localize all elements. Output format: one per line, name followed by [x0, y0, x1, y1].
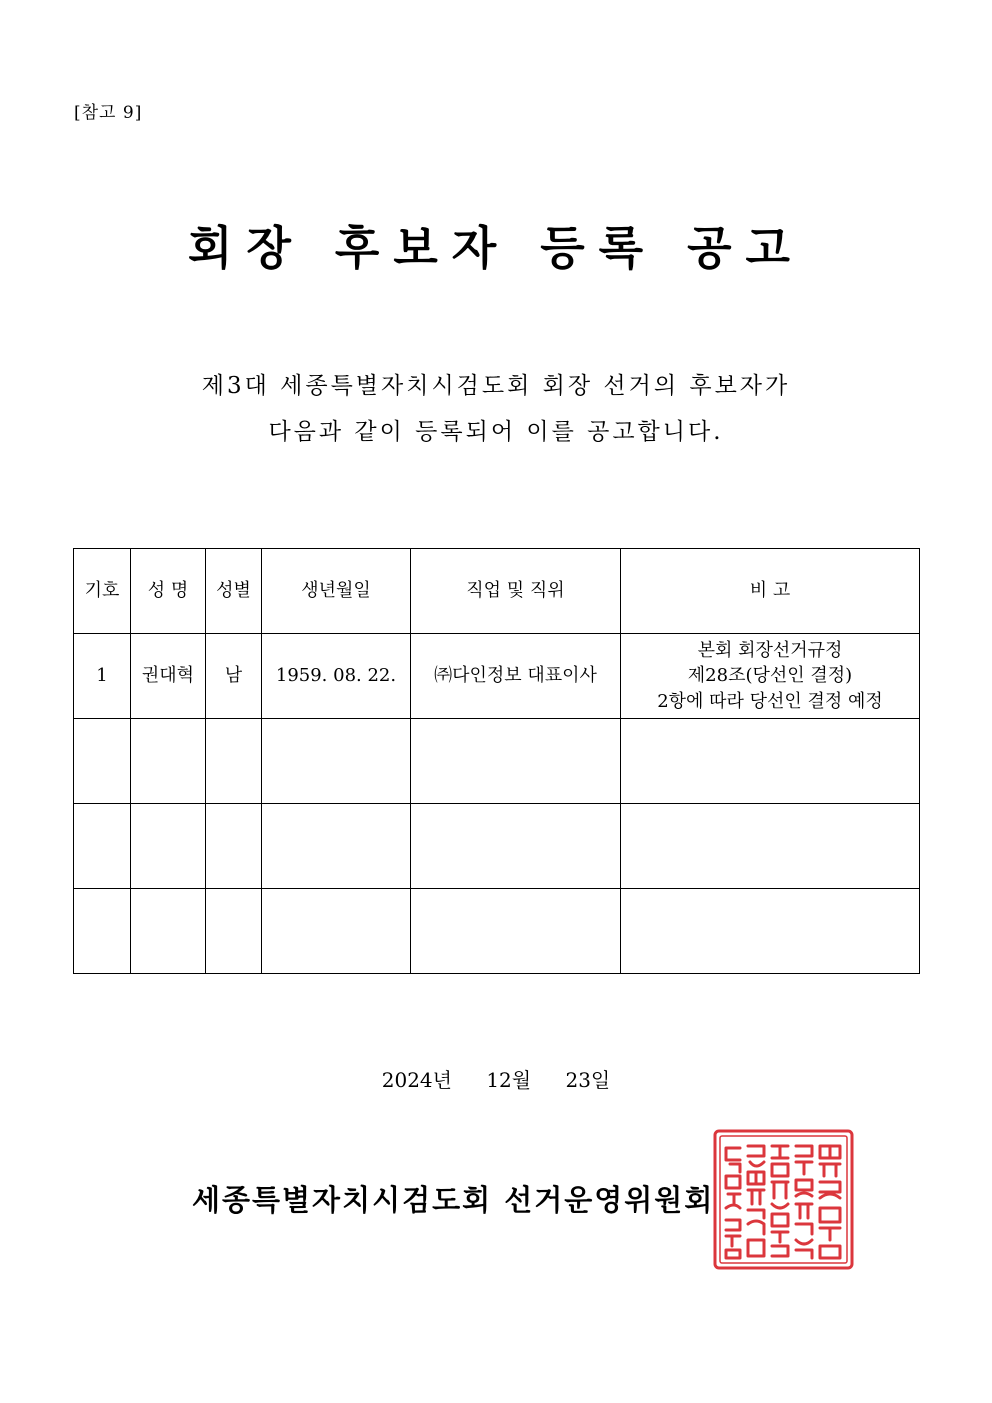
header-occupation: 직업 및 직위: [411, 549, 621, 634]
empty-cell: [262, 889, 411, 974]
header-number: 기호: [74, 549, 131, 634]
table-row-empty: [74, 804, 920, 889]
table-row: [74, 634, 920, 719]
empty-cell: [621, 719, 920, 804]
cell-number: 1: [74, 634, 131, 719]
empty-cell: [206, 719, 262, 804]
empty-cell: [74, 719, 131, 804]
empty-cell: [206, 804, 262, 889]
empty-cell: [411, 804, 621, 889]
cell-name: 권대혁: [131, 634, 206, 719]
empty-cell: [74, 804, 131, 889]
empty-cell: [262, 719, 411, 804]
empty-cell: [206, 889, 262, 974]
official-seal-icon: [712, 1128, 855, 1271]
empty-cell: [131, 804, 206, 889]
date-day: 23일: [565, 1068, 611, 1092]
cell-gender: 남: [206, 634, 262, 719]
remark-line-1: 본회 회장선거규정: [697, 640, 843, 662]
intro-line-1: 제3대 세종특별자치시검도회 회장 선거의 후보자가: [201, 373, 791, 399]
header-birthdate: 생년월일: [262, 549, 411, 634]
organization-name: 세종특별자치시검도회 선거운영위원회: [192, 1183, 715, 1217]
empty-cell: [411, 719, 621, 804]
page-title: 회장 후보자 등록 공고: [188, 221, 804, 275]
empty-cell: [131, 889, 206, 974]
remark-line-3: 2항에 따라 당선인 결정 예정: [657, 690, 883, 712]
table-header-row: [74, 549, 920, 634]
empty-cell: [131, 719, 206, 804]
announcement-date: [0, 1064, 992, 1093]
reference-label: [참고 9]: [74, 103, 143, 123]
table-row-empty: [74, 719, 920, 804]
empty-cell: [74, 889, 131, 974]
header-name: 성 명: [131, 549, 206, 634]
candidate-table: [73, 548, 920, 974]
empty-cell: [411, 889, 621, 974]
cell-occupation: ㈜다인정보 대표이사: [411, 634, 621, 719]
date-year: 2024년: [381, 1068, 452, 1092]
header-remarks: 비 고: [621, 549, 920, 634]
remark-line-2: 제28조(당선인 결정): [687, 665, 853, 687]
empty-cell: [621, 804, 920, 889]
cell-birthdate: 1959. 08. 22.: [262, 634, 411, 719]
intro-line-2: 다음과 같이 등록되어 이를 공고합니다.: [268, 419, 724, 445]
empty-cell: [262, 804, 411, 889]
header-gender: 성별: [206, 549, 262, 634]
cell-remarks: [621, 634, 920, 719]
empty-cell: [621, 889, 920, 974]
date-month: 12월: [486, 1068, 532, 1092]
table-row-empty: [74, 889, 920, 974]
